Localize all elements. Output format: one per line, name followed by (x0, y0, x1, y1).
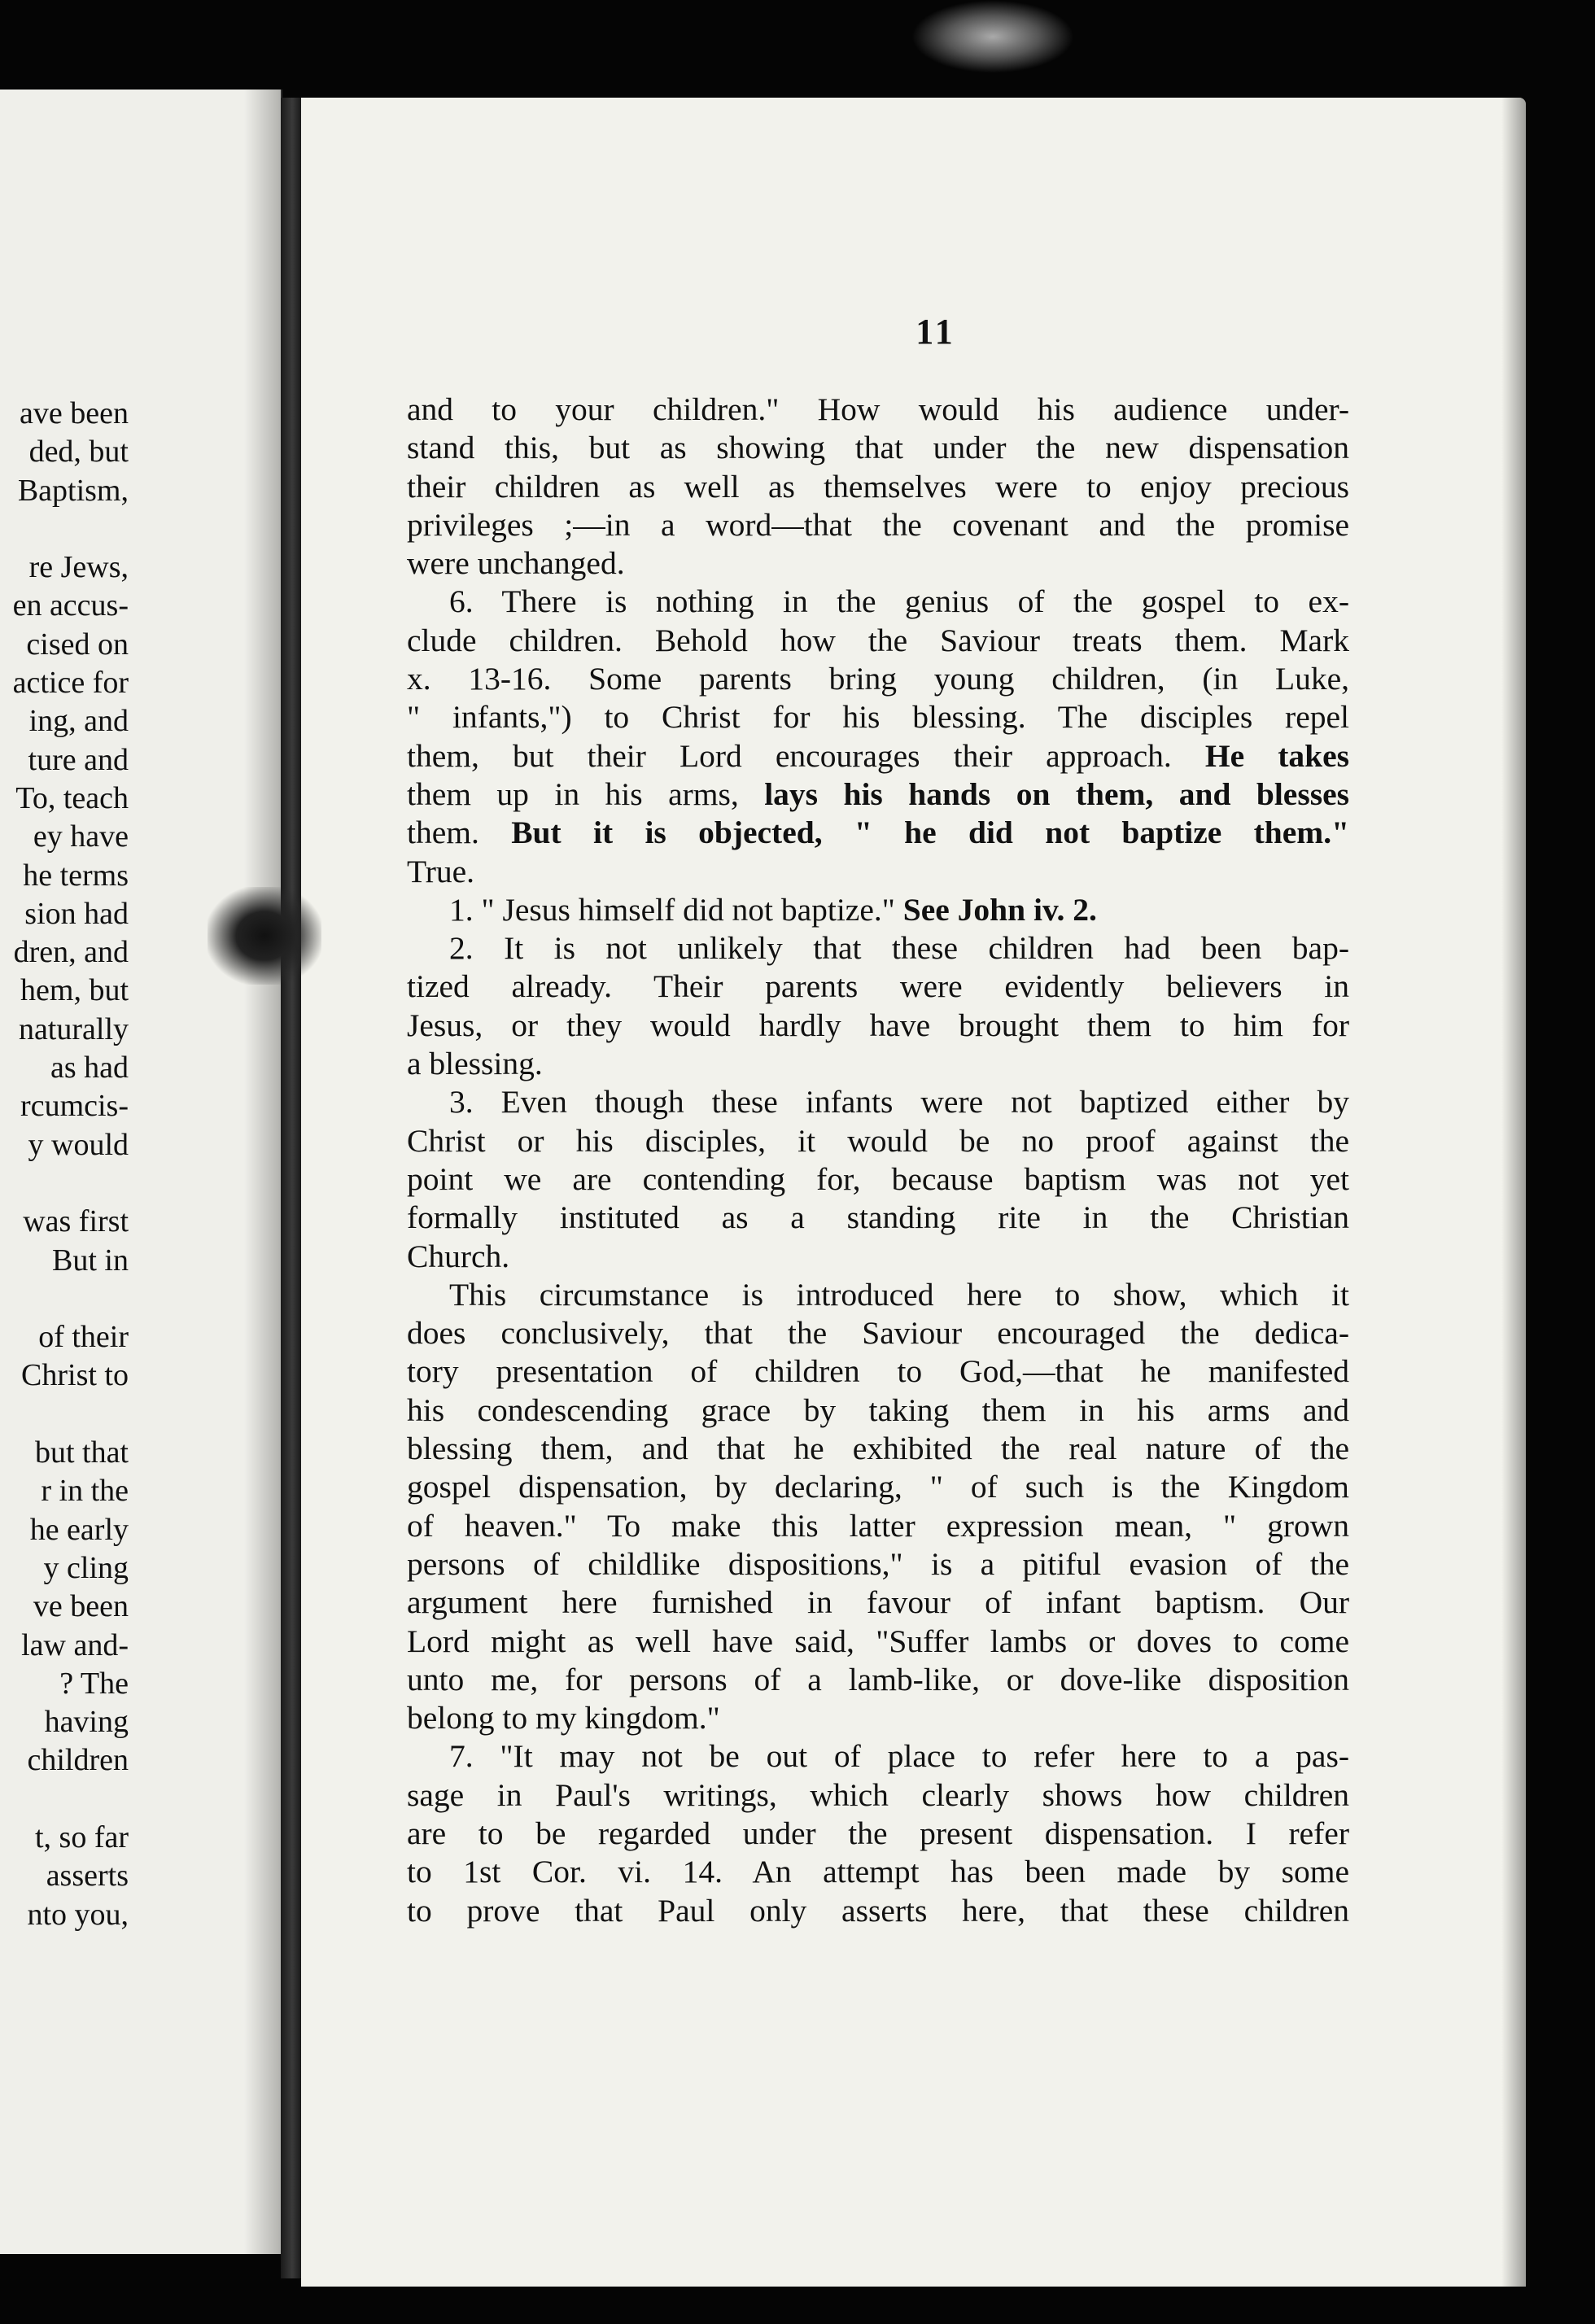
right-page-edge (1501, 98, 1526, 2287)
left-text-fragment: naturally (18, 1011, 129, 1046)
text-line: sage in Paul's writings, which clearly shows how children (407, 1776, 1349, 1813)
left-text-fragment: rcumcis- (20, 1089, 129, 1124)
text-line: of heaven." To make this latter expression mean, " grown (407, 1507, 1349, 1544)
left-text-fragment: ing, and (28, 704, 129, 739)
left-gap (0, 1396, 129, 1434)
left-text-fragment: ture and (28, 742, 129, 777)
left-text-fragment: ve been (33, 1589, 129, 1624)
left-text-fragment: dren, and (13, 935, 129, 970)
left-gap (0, 1780, 129, 1819)
text-line: are to be regarded under the present dispensation. I refer (407, 1815, 1349, 1851)
text-line: 2. It is not unlikely that these children had been bap- (449, 930, 1349, 967)
left-text-fragment: ded, but (28, 435, 129, 470)
text-line: them. But it is objected, " he did not baptize them." (407, 815, 1349, 851)
text-line: and to your children." How would his audience under- (407, 391, 1349, 427)
text-line: 7. "It may not be out of place to refer here to a pas- (449, 1738, 1349, 1775)
text-line: stand this, but as showing that under the new dispensation (407, 430, 1349, 466)
text-line: argument here furnished in favour of infant baptism. Our (407, 1584, 1349, 1621)
left-text-fragment: he early (29, 1512, 129, 1547)
left-text-fragment: having (44, 1705, 129, 1740)
page-number: 11 (915, 312, 956, 352)
left-text-fragment: Baptism, (17, 473, 129, 508)
text-line: unto me, for persons of a lamb-like, or dove-like disposition (407, 1661, 1349, 1697)
left-text-fragment: nto you, (27, 1897, 129, 1932)
left-text-fragment: of their (38, 1320, 129, 1355)
text-line: tory presentation of children to God,—that he manifested (407, 1353, 1349, 1390)
left-text-fragment: But in (52, 1243, 129, 1278)
text-line: Christ or his disciples, it would be no proof against the (407, 1122, 1349, 1159)
left-text-fragment: but that (34, 1435, 129, 1470)
left-text-fragment: y cling (43, 1550, 129, 1585)
left-text-fragment: y would (28, 1127, 129, 1162)
text-line: to 1st Cor. vi. 14. An attempt has been made by some (407, 1854, 1349, 1890)
left-text-fragment: en accus- (12, 588, 129, 623)
page-body-text (407, 391, 1349, 1930)
left-text-fragment: Christ to (21, 1358, 129, 1393)
text-line: clude children. Behold how the Saviour treats them. Mark (407, 622, 1349, 658)
text-line: This circumstance is introduced here to show, which it (449, 1276, 1349, 1313)
text-line: their children as well as themselves were to enjoy precious (407, 468, 1349, 505)
text-line: point we are contending for, because baptism was not yet (407, 1160, 1349, 1197)
text-line: were unchanged. (407, 545, 625, 582)
left-text-fragment: as had (50, 1051, 129, 1086)
text-line: gospel dispensation, by declaring, " of such is the Kingdom (407, 1469, 1349, 1505)
text-line: to prove that Paul only asserts here, that these children (407, 1892, 1349, 1929)
left-page (0, 90, 282, 2254)
text-line: Church. (407, 1238, 510, 1274)
left-text-fragment: ave been (20, 396, 129, 430)
text-line: x. 13-16. Some parents bring young children, (in Luke, (407, 661, 1349, 697)
text-line: his condescending grace by taking them in his arms and (407, 1391, 1349, 1428)
text-line: Jesus, or they would hardly have brought them to him for (407, 1007, 1349, 1043)
left-text-fragment: asserts (46, 1859, 129, 1894)
text-line: 3. Even though these infants were not baptized either by (449, 1084, 1349, 1120)
text-line: blessing them, and that he exhibited the real nature of the (407, 1431, 1349, 1467)
left-text-fragment: To, teach (15, 780, 129, 815)
text-line: " infants,") to Christ for his blessing. The disciples repel (407, 699, 1349, 736)
left-text-fragment: actice for (12, 666, 129, 701)
left-text-fragment: hem, but (20, 973, 129, 1008)
left-text-fragment: children (27, 1743, 129, 1778)
text-line: tized already. Their parents were evidently believers in (407, 968, 1349, 1005)
bold-text: He takes (1204, 737, 1349, 774)
bold-text: See John iv. 2. (902, 891, 1097, 928)
left-gap (0, 510, 129, 548)
left-text-fragment: sion had (24, 896, 129, 931)
left-text-fragment: cised on (26, 627, 129, 662)
left-text-fragment: t, so far (34, 1819, 129, 1854)
left-text-fragment: law and- (21, 1627, 129, 1662)
text-line: belong to my kingdom." (407, 1700, 720, 1736)
text-line: persons of childlike dispositions," is a pitiful evasion of the (407, 1545, 1349, 1582)
text-line: does conclusively, that the Saviour encouraged the dedica- (407, 1315, 1349, 1352)
text-line: 1. " Jesus himself did not baptize." See John iv. 2. (449, 891, 1097, 928)
text-line: Lord might as well have said, "Suffer lambs or doves to come (407, 1623, 1349, 1659)
bold-text: lays his hands on them, and blesses (764, 775, 1349, 812)
left-text-fragment: he terms (23, 858, 129, 893)
left-gap (0, 1164, 129, 1203)
bold-text: But it is objected, " he did not baptize them." (511, 815, 1349, 851)
ink-blot (208, 887, 321, 985)
left-text-fragment: re Jews, (28, 550, 129, 585)
text-line: them, but their Lord encourages their approach. He takes (407, 737, 1349, 774)
text-line: them up in his arms, lays his hands on them, and blesses (407, 775, 1349, 812)
text-line: formally instituted as a standing rite in the Christian (407, 1199, 1349, 1236)
top-stain (911, 0, 1074, 73)
left-page-shadow (244, 90, 281, 2254)
left-text-fragment: ? The (59, 1666, 129, 1701)
left-text-fragment: was first (23, 1204, 129, 1239)
text-line: a blessing. (407, 1046, 543, 1082)
text-line: privileges ;—in a word—that the covenant and the promise (407, 506, 1349, 543)
left-text-fragment: ey have (33, 819, 129, 854)
right-page (301, 98, 1526, 2287)
book-gutter (281, 98, 304, 2278)
left-text-fragment: r in the (41, 1474, 129, 1509)
text-line: True. (407, 853, 475, 889)
left-page-text (0, 395, 129, 1934)
left-gap (0, 1280, 129, 1318)
text-line: 6. There is nothing in the genius of the gospel to ex- (449, 583, 1349, 620)
